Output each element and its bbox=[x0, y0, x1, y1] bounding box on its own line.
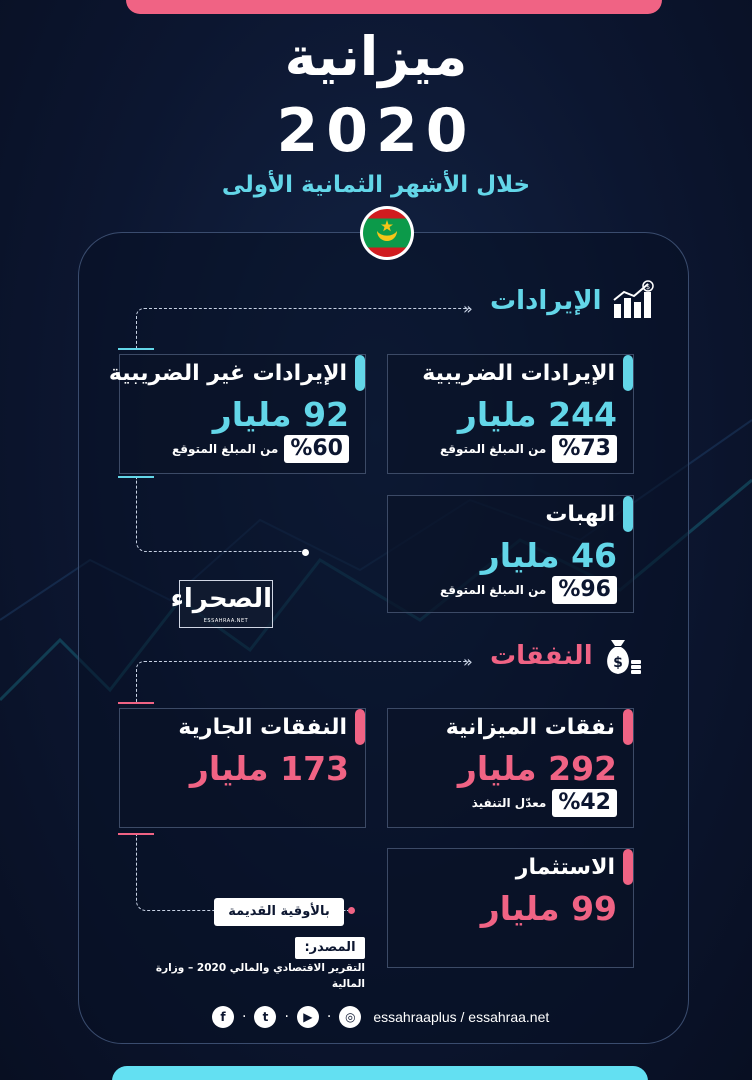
card-note: من المبلغ المتوقع bbox=[439, 442, 547, 456]
card-title: الهبات bbox=[545, 502, 615, 527]
revenue-connector bbox=[136, 308, 470, 350]
card-accent bbox=[355, 709, 365, 745]
top-accent-bar bbox=[126, 0, 662, 14]
youtube-icon[interactable]: ▶ bbox=[297, 1006, 319, 1028]
connector-dot bbox=[348, 907, 355, 914]
mauritania-flag-icon bbox=[360, 206, 414, 260]
facebook-icon[interactable]: f bbox=[212, 1006, 234, 1028]
card-budget-expenditure bbox=[387, 708, 634, 828]
arrow-icon: » bbox=[463, 652, 473, 671]
revenues-header bbox=[490, 280, 656, 322]
money-bag-icon bbox=[601, 634, 643, 678]
card-title: نفقات الميزانية bbox=[445, 715, 615, 740]
source-text: التقرير الاقتصادي والمالي 2020 – وزارة المالية bbox=[155, 962, 365, 990]
card-title: النفقات الجارية bbox=[178, 715, 347, 740]
logo-text: الصحراء bbox=[170, 584, 272, 614]
card-value: 244 مليار bbox=[457, 395, 617, 434]
svg-text:$: $ bbox=[645, 283, 650, 291]
card-note: معدّل التنفيذ bbox=[471, 796, 547, 810]
essahraa-logo bbox=[170, 580, 273, 628]
card-investment bbox=[387, 848, 634, 968]
bottom-accent-bar bbox=[112, 1066, 648, 1080]
card-title: الإيرادات الضريبية bbox=[422, 361, 615, 386]
card-title: الاستثمار bbox=[515, 855, 615, 880]
revenue-chart-icon bbox=[610, 280, 656, 322]
svg-text:$: $ bbox=[612, 655, 623, 671]
card-accent bbox=[623, 709, 633, 745]
revenues-title: الإيرادات bbox=[490, 286, 602, 316]
expenses-title: النفقات bbox=[490, 641, 593, 671]
card-note: من المبلغ المتوقع bbox=[439, 583, 547, 597]
expense-connector bbox=[136, 661, 470, 703]
card-accent bbox=[355, 355, 365, 391]
expenses-header bbox=[490, 634, 643, 678]
page-year: 2020 bbox=[276, 96, 476, 166]
card-percentage: %60 bbox=[284, 435, 349, 463]
footer: f · t · ▶ · ◎ essahraaplus / essahraa.net bbox=[212, 1006, 549, 1028]
card-nontax-revenues bbox=[108, 354, 366, 474]
accent-line bbox=[118, 702, 154, 704]
accent-line bbox=[118, 348, 154, 350]
card-grants bbox=[387, 495, 634, 613]
page-title: ميزانية bbox=[284, 25, 468, 88]
card-value: 46 مليار bbox=[480, 536, 617, 575]
card-accent bbox=[623, 496, 633, 532]
card-percentage: %73 bbox=[552, 435, 617, 463]
card-tax-revenues bbox=[387, 354, 634, 474]
card-percentage: %96 bbox=[552, 576, 617, 604]
card-value: 173 مليار bbox=[189, 749, 349, 788]
card-note: من المبلغ المتوقع bbox=[171, 442, 279, 456]
card-value: 99 مليار bbox=[480, 889, 617, 928]
arrow-icon: » bbox=[463, 299, 473, 318]
card-accent bbox=[623, 849, 633, 885]
source-label: المصدر: bbox=[295, 937, 365, 959]
card-value: 292 مليار bbox=[457, 749, 617, 788]
web-icon[interactable]: ◎ bbox=[339, 1006, 361, 1028]
page-subtitle: خلال الأشهر الثمانية الأولى bbox=[221, 172, 531, 198]
card-value: 92 مليار bbox=[212, 395, 349, 434]
card-title: الإيرادات غير الضريبية bbox=[108, 361, 347, 386]
connector-dot bbox=[302, 549, 309, 556]
logo-subtext: ESSAHRAA.NET bbox=[203, 618, 249, 624]
twitter-icon[interactable]: t bbox=[254, 1006, 276, 1028]
revenue-connector-lower bbox=[136, 478, 304, 552]
card-percentage: %42 bbox=[552, 789, 617, 817]
card-current-expenditure bbox=[119, 708, 366, 828]
card-accent bbox=[623, 355, 633, 391]
footer-website[interactable]: essahraaplus / essahraa.net bbox=[373, 1009, 550, 1025]
currency-note: بالأوقية القديمة bbox=[214, 898, 344, 926]
